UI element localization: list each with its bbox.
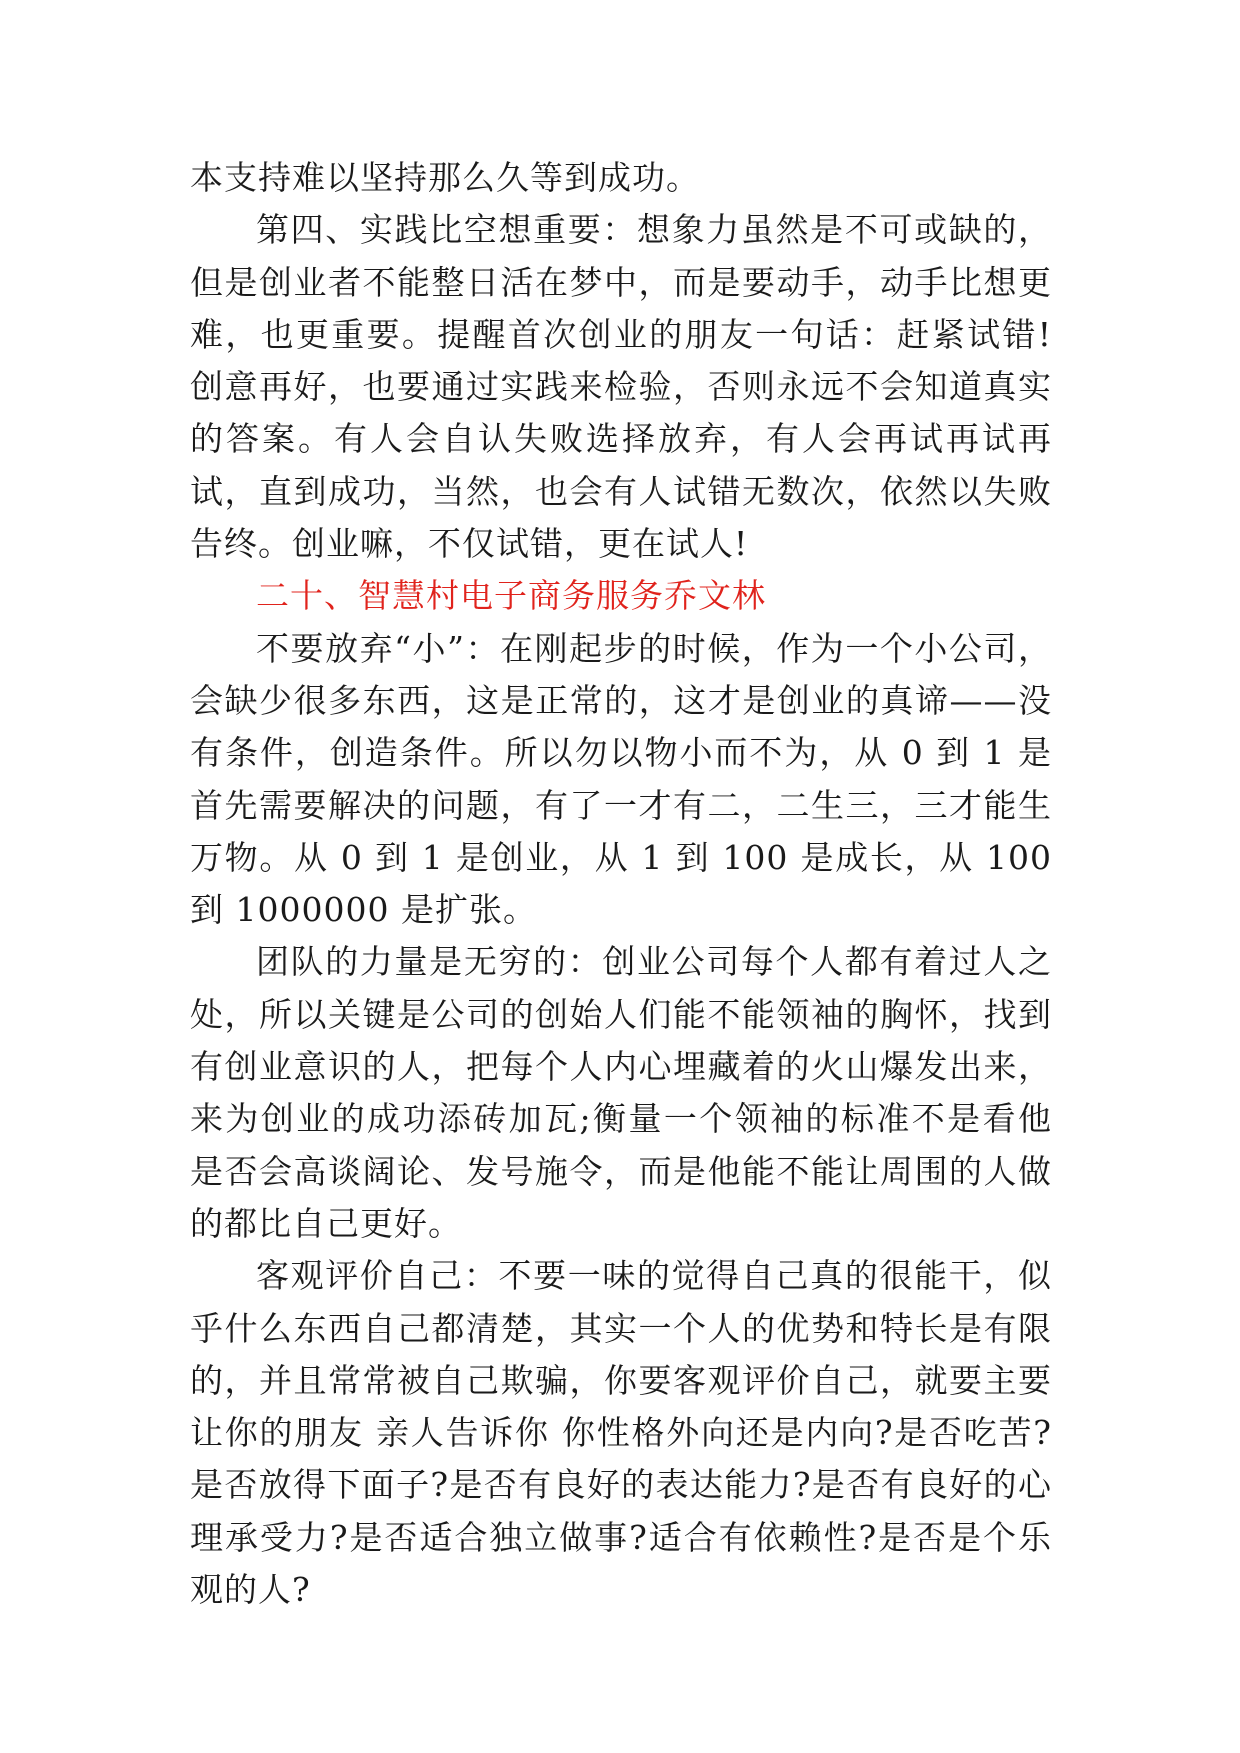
document-body — [190, 152, 1052, 1616]
section-heading: 二十、智慧村电子商务服务乔文林 — [256, 576, 766, 616]
paragraph-team-power: 团队的力量是无穷的：创业公司每个人都有着过人之处，所以关键是公司的创始人们能不能领袖的胸怀，找到有创业意识的人，把每个人内心埋藏着的火山爆发出来，来为创业的成功添砖加瓦;衡量一个领袖的标准不是看他是否会高谈阔论、发号施令，而是他能不能让周围的人做的都比自己更好。 — [190, 942, 1052, 1243]
paragraph-practice-over-imagination: 第四、实践比空想重要：想象力虽然是不可或缺的，但是创业者不能整日活在梦中，而是要动手，动手比想更难，也更重要。提醒首次创业的朋友一句话：赶紧试错!创意再好，也要通过实践来检验，否则永远不会知道真实的答案。有人会自认失败选择放弃，有人会再试再试再试，直到成功，当然，也会有人试错无数次，依然以失败告终。创业嘛，不仅试错，更在试人! — [190, 210, 1052, 564]
paragraph-continuation: 本支持难以坚持那么久等到成功。 — [190, 158, 700, 197]
paragraph-dont-abandon-small: 不要放弃“小”：在刚起步的时候，作为一个小公司，会缺少很多东西，这是正常的，这才是创业的真谛——没有条件，创造条件。所以勿以物小而不为，从 0 到 1 是首先需要解决的问题，有了一才有二，二生三，三才能生万物。从 0 到 1 是创业，从 1 到 100 是成长，从 100 到 1000000 是扩张。 — [190, 628, 1052, 930]
paragraph-self-evaluation: 客观评价自己：不要一味的觉得自己真的很能干，似乎什么东西自己都清楚，其实一个人的优势和特长是有限的，并且常常被自己欺骗，你要客观评价自己，就要主要让你的朋友 亲人告诉你 你性格外向还是内向?是否吃苦?是否放得下面子?是否有良好的表达能力?是否有良好的心理承受力?是否适合独立做事?适合有依赖性?是否是个乐观的人? — [190, 1256, 1052, 1610]
